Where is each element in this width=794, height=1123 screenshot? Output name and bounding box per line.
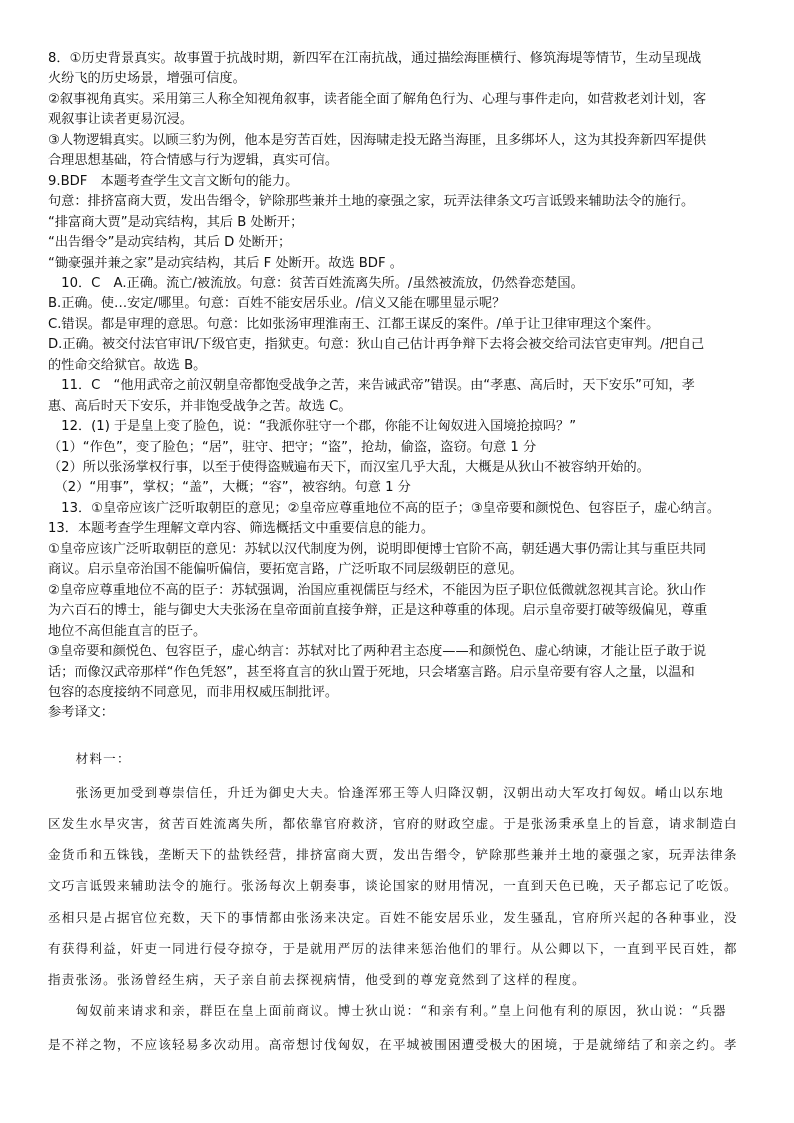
- answer-line: 地位不高但能直言的臣子。: [48, 623, 207, 639]
- answer-line: （1）“作色”，变了脸色；“居”，驻守、把守；“盗”，抢劫，偷盗，盗窃。句意 1 分: [48, 439, 537, 455]
- answer-line: 的性命交给狱官。故选 B。: [48, 357, 207, 373]
- material-heading: 材料一：: [48, 751, 131, 766]
- translation-line: 文巧言诋毁来辅助法令的施行。张汤每次上朝奏事，谈论国家的财用情况，一直到天色已晚，天子都忘记了吃饭。: [48, 878, 738, 893]
- answer-line: 惠、高后时天下安乐，并非饱受战争之苦。故选 C。: [48, 398, 352, 414]
- answer-line: C.错误。都是审理的意思。句意：比如张汤审理淮南王、江都王谋反的案件。/单于让卫律审理这个案件。: [48, 316, 660, 332]
- answer-line: ②皇帝应尊重地位不高的臣子：苏轼强调，治国应重视儒臣与经术，不能因为臣子职位低微就忽视其言论。狄山作: [48, 582, 707, 598]
- answer-line: 为六百石的博士，能与御史大夫张汤在皇帝面前直接争辩，正是这种尊重的体现。启示皇帝要打破等级偏见，尊重: [48, 603, 708, 619]
- answer-line: D.正确。被交付法官审讯/下级官吏，指狱吏。句意：狄山自己估计再争辩下去将会被交给司法官吏审判。/把自己: [48, 337, 705, 353]
- answer-line: 商议。启示皇帝治国不能偏听偏信，要拓宽言路，广泛听取不同层级朝臣的意见。: [48, 562, 523, 578]
- answer-line: 句意：排挤富商大贾，发出告缗令，铲除那些兼并土地的豪强之家，玩弄法律条文巧言诋毁来辅助法令的施行。: [48, 194, 695, 210]
- answer-line: 11．C “他用武帝之前汉朝皇帝都饱受战争之苦，来告诫武帝”错误。由“孝惠、高后时，天下安乐”可知，孝: [48, 378, 695, 394]
- translation-line: 指责张汤。张汤曾经生病，天子亲自前去探视病情，他受到的尊宠竟然到了这样的程度。: [48, 972, 586, 987]
- answer-line: 火纷飞的历史场景，增强可信度。: [48, 71, 246, 87]
- answer-line: 参考译文：: [48, 705, 114, 721]
- answer-line: 13．①皇帝应该广泛听取朝臣的意见；②皇帝应尊重地位不高的臣子；③皇帝要和颜悦色、包容臣子，虚心纳言。: [48, 500, 721, 516]
- translation-line: 区发生水旱灾害，贫苦百姓流离失所，都依靠官府救济，官府的财政空虚。于是张汤秉承皇上的旨意，请求制造白: [48, 816, 738, 831]
- answer-line: “排富商大贾”是动宾结构，其后 B 处断开；: [48, 214, 304, 230]
- translation-line: 匈奴前来请求和亲，群臣在皇上面前商议。博士狄山说：“和亲有利。”皇上问他有利的原因，狄山说：“兵器: [48, 1003, 727, 1018]
- answer-line: ③皇帝要和颜悦色、包容臣子，虚心纳言：苏轼对比了两种君主态度——和颜悦色、虚心纳谏，才能让臣子敢于说: [48, 644, 707, 660]
- answer-line: B.正确。使…安定/哪里。句意：百姓不能安居乐业。/信义又能在哪里显示呢？: [48, 296, 506, 312]
- answer-line: 8．①历史背景真实。故事置于抗战时期，新四军在江南抗战，通过描绘海匪横行、修筑海堤等情节，生动呈现战: [48, 51, 702, 66]
- answer-line: 合理思想基础，符合情感与行为逻辑，真实可信。: [48, 153, 339, 169]
- answer-line: （2）“用事”，掌权；“盖”，大概；“容”，被容纳。句意 1 分: [48, 480, 411, 496]
- translation-line: 丞相只是占据官位充数，天下的事情都由张汤来决定。百姓不能安居乐业，发生骚乱，官府所兴起的各种事业，没: [48, 910, 738, 925]
- answer-line: ③人物逻辑真实。以顾三豹为例，他本是穷苦百姓，因海啸走投无路当海匪，且多绑坏人，这为其投奔新四军提供: [48, 132, 707, 148]
- answer-line: ②叙事视角真实。采用第三人称全知视角叙事，读者能全面了解角色行为、心理与事件走向，如营救老刘计划，客: [48, 91, 707, 107]
- answer-line: “出告缗令”是动宾结构，其后 D 处断开；: [48, 235, 292, 251]
- translation-line: 有获得利益，奸吏一同进行侵夺掠夺，于是就用严厉的法律来惩治他们的罪行。从公卿以下，一直到平民百姓，都: [48, 941, 738, 956]
- answer-line: 9.BDF 本题考查学生文言文断句的能力。: [48, 173, 299, 189]
- answer-line: 10．C A.正确。流亡/被流放。句意：贫苦百姓流离失所。/虽然被流放，仍然眷恋楚国。: [48, 275, 584, 291]
- answer-line: “锄豪强并兼之家”是动宾结构，其后 F 处断开。故选 BDF 。: [48, 255, 403, 271]
- answer-line: （2）所以张汤掌权行事，以至于使得盗贼遍布天下，而汉室几乎大乱，大概是从狄山不被容纳开始的。: [48, 460, 650, 475]
- answer-line: ①皇帝应该广泛听取朝臣的意见：苏轼以汉代制度为例，说明即便博士官阶不高，朝廷遇大事仍需让其与重臣共同: [48, 541, 707, 557]
- answer-line: 12．(1) 于是皇上变了脸色，说：“我派你驻守一个郡，你能不让匈奴进入国境抢掠吗？”: [48, 419, 577, 435]
- answer-line: 包容的态度接纳不同意见，而非用权威压制批评。: [48, 684, 339, 700]
- answer-line: 观叙事让读者更易沉浸。: [48, 112, 194, 128]
- translation-line: 金货币和五铢钱，垄断天下的盐铁经营，排挤富商大贾，发出告缗令，铲除那些兼并土地的豪强之家，玩弄法律条: [48, 847, 738, 862]
- translation-line: 是不祥之物，不应该轻易多次动用。高帝想讨伐匈奴，在平城被围困遭受极大的困境，于是就缔结了和亲之约。孝: [48, 1037, 738, 1052]
- answer-line: 话；而像汉武帝那样“作色凭怒”，甚至将直言的狄山置于死地，只会堵塞言路。启示皇帝要有容人之量，以温和: [48, 664, 695, 680]
- translation-line: 张汤更加受到尊崇信任，升迁为御史大夫。恰逢浑邪王等人归降汉朝，汉朝出动大军攻打匈奴。崤山以东地: [48, 785, 724, 800]
- answer-line: 13．本题考查学生理解文章内容、筛选概括文中重要信息的能力。: [48, 521, 435, 537]
